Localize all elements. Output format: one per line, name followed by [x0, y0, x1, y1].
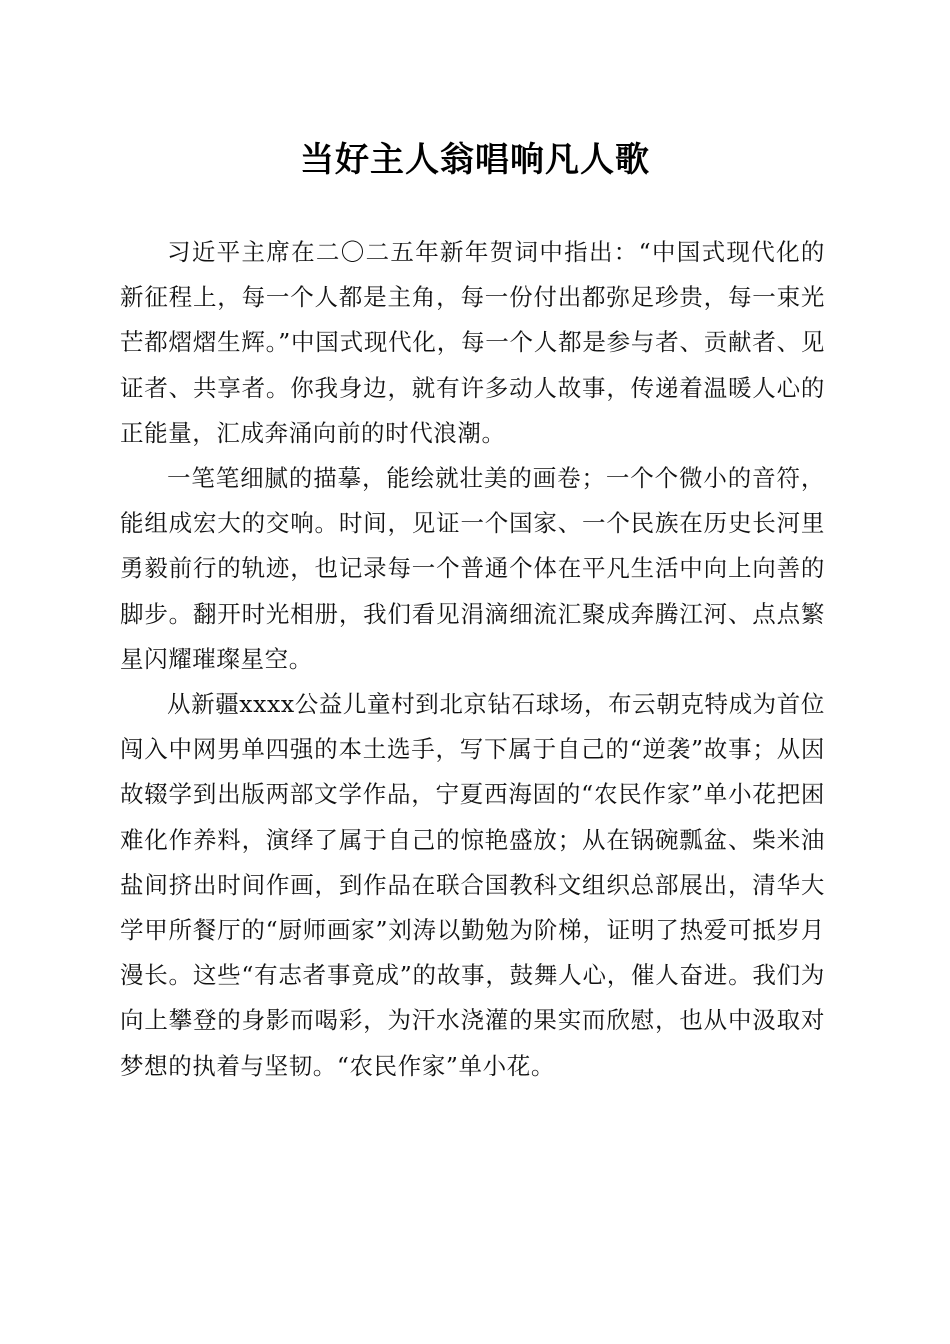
document-body: [120, 230, 825, 1089]
paragraph-1: 习近平主席在二〇二五年新年贺词中指出：“中国式现代化的新征程上，每一个人都是主角，每一份付出都弥足珍贵，每一束光芒都熠熠生辉。”中国式现代化，每一个人都是参与者、贡献者、见证者、共享者。你我身边，就有许多动人故事，传递着温暖人心的正能量，汇成奔涌向前的时代浪潮。: [120, 238, 825, 447]
paragraph-2: 一笔笔细腻的描摹，能绘就壮美的画卷；一个个微小的音符，能组成宏大的交响。时间，见证一个国家、一个民族在历史长河里勇毅前行的轨迹，也记录每一个普通个体在平凡生活中向上向善的脚步。翻开时光相册，我们看见涓滴细流汇聚成奔腾江河、点点繁星闪耀璀璨星空。: [120, 464, 825, 673]
document-title: 当好主人翁唱响凡人歌: [300, 140, 650, 180]
paragraph-3: 从新疆xxxx公益儿童村到北京钻石球场，布云朝克特成为首位闯入中网男单四强的本土选手，写下属于自己的“逆袭”故事；从因故辍学到出版两部文学作品，宁夏西海固的“农民作家”单小花把困难化作养料，演绎了属于自己的惊艳盛放；从在锅碗瓢盆、柴米油盐间挤出时间作画，到作品在联合国教科文组织总部展出，清华大学甲所餐厅的“厨师画家”刘涛以勤勉为阶梯，证明了热爱可抵岁月漫长。这些“有志者事竟成”的故事，鼓舞人心，催人奋进。我们为向上攀登的身影而喝彩，为汗水浇灌的果实而欣慰，也从中汲取对梦想的执着与坚韧。“农民作家”单小花。: [120, 690, 825, 1080]
